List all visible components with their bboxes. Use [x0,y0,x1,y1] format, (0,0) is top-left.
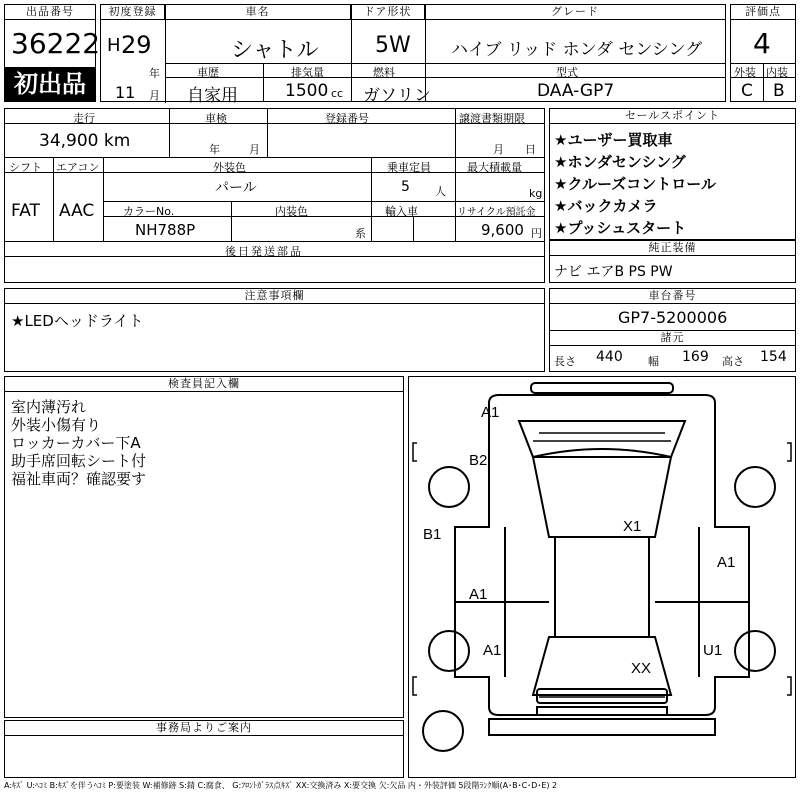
notes-label: 注意事項欄 [5,289,544,304]
shift: FAT [11,201,40,221]
office-label: 事務局よりご案内 [5,721,403,736]
notes-value: ★LEDヘッドライト [11,312,144,330]
sales-item: ★プッシュスタート [554,219,687,237]
inspector-line: 室内薄汚れ [11,398,87,416]
width: 169 [682,349,709,365]
reg-label: 初度登録 [101,5,165,20]
recycle-unit: 円 [531,227,542,240]
height: 154 [760,349,787,365]
mileage-label: 走行 [73,112,95,125]
score: 4 [753,27,771,60]
later-parts-label: 後日発送部品 [225,245,303,258]
damage-mark: A1 [481,404,500,421]
import-label: 輸入車 [385,205,418,218]
top-table [100,4,726,106]
shift-label: シフト [9,161,42,174]
damage-mark: A1 [469,586,488,603]
mileage: 34,900 km [39,131,131,151]
fuel: ガソリン [363,86,431,106]
capacity: 5 [401,179,410,195]
equipment-label: 純正装備 [550,241,795,256]
month: 11 [115,83,136,102]
fuel-label: 燃料 [373,66,395,79]
score-label: 評価点 [731,5,795,20]
height-label: 高さ [722,355,744,368]
sales-item: ★ユーザー買取車 [554,131,673,149]
load-unit: kg [529,187,543,200]
inspector-line: 福祉車両？確認要す [11,470,147,488]
legend-footer: A:ｷｽﾞ U:ﾍｺﾐ B:ｷｽﾞを伴うﾍｺﾐ P:要塗装 W:補修跡 S:錆 C:腐食、 G:ﾌﾛﾝﾄｶﾞﾗｽ点ｷｽﾞ XX:交換済み X:要交換 欠:欠品 内・外装評価 5段階ﾗﾝｸ順(A･B･C･D･E) 2 [4,781,558,790]
load-label: 最大積載量 [467,161,522,174]
inspector-label: 検査員記入欄 [5,377,403,392]
ins-year-unit: 年 [209,143,220,156]
car-outline-diagram [409,377,795,777]
sales-item: ★クルーズコントロール [554,175,716,193]
damage-mark: A1 [483,642,502,659]
damage-mark: XX [631,660,652,677]
grade: ハイブ リッド ホンダ センシング [451,40,703,60]
year-unit: 年 [149,67,160,80]
equipment-value: ナビ エアB PS PW [554,264,673,280]
lot-label: 出品番号 [5,5,95,20]
first-listing-badge: 初出品 [5,67,95,101]
damage-mark: U1 [703,642,723,659]
capacity-unit: 人 [435,185,446,198]
model-label: 型式 [556,66,578,79]
inspector-box [4,376,404,718]
sales-label: セールスポイント [550,109,795,124]
exterior-grade: C [741,81,753,101]
color-label: 外装色 [213,161,246,174]
ins-month-unit: 月 [249,143,260,156]
lot-number: 36222 [11,27,101,60]
sales-item: ★ホンダセンシング [554,153,686,171]
damage-mark: B2 [469,452,488,469]
interior-label: 内装 [766,66,788,79]
model: DAA-GP7 [537,81,615,101]
length-label: 長さ [554,355,576,368]
door-label: ドア形状 [351,5,425,20]
history: 自家用 [187,86,238,106]
tr-day-unit: 日 [525,143,536,156]
name-label: 車名 [165,5,351,20]
recycle-label: リサイクル預託金 [457,207,536,218]
exterior-label: 外装 [734,66,756,79]
length: 440 [596,349,623,365]
damage-mark: X1 [623,518,642,535]
interior-grade: B [773,81,785,101]
era: H [107,35,121,56]
displacement-label: 排気量 [291,66,324,79]
ac-label: エアコン [56,161,100,174]
office-box [4,720,404,778]
car-name: シャトル [231,38,319,63]
chassis-number: GP7-5200006 [618,308,728,327]
chassis-label: 車台番号 [550,289,795,304]
inspector-line: 外装小傷有り [11,416,102,434]
lot-box [4,4,101,102]
score-box [730,4,796,102]
sales-box [549,108,796,240]
info-table [4,108,545,283]
inspector-line: 助手席回転シート付 [11,452,147,470]
notes-box [4,288,545,372]
grade-label: グレード [425,5,725,20]
displacement-unit: cc [331,87,344,100]
year: 29 [121,31,152,59]
recycle: 9,600 [481,221,524,239]
car-diagram [408,376,796,778]
plate-label: 登録番号 [325,112,369,125]
width-label: 幅 [648,355,659,368]
damage-mark: A1 [717,554,736,571]
colorno: NH788P [135,221,196,239]
inspection-label: 車検 [205,112,227,125]
inspector-line: ロッカーカバー下A [11,434,141,452]
damage-mark: B1 [423,526,442,543]
intcolor-label: 内装色 [275,205,308,218]
color: パール [215,180,257,196]
displacement: 1500 [285,81,329,101]
colorno-label: カラーNo. [123,205,175,218]
transfer-label: 譲渡書類期限 [459,112,525,125]
sales-item: ★バックカメラ [554,197,658,215]
specs-label: 諸元 [550,331,795,346]
intcolor-unit: 系 [355,227,366,240]
month-unit: 月 [149,89,160,102]
tr-month-unit: 月 [493,143,504,156]
chassis-box [549,288,796,372]
door: 5W [375,33,411,58]
history-label: 車歴 [197,66,219,79]
capacity-label: 乗車定員 [387,161,431,174]
equipment-box [549,240,796,283]
ac: AAC [59,201,95,221]
